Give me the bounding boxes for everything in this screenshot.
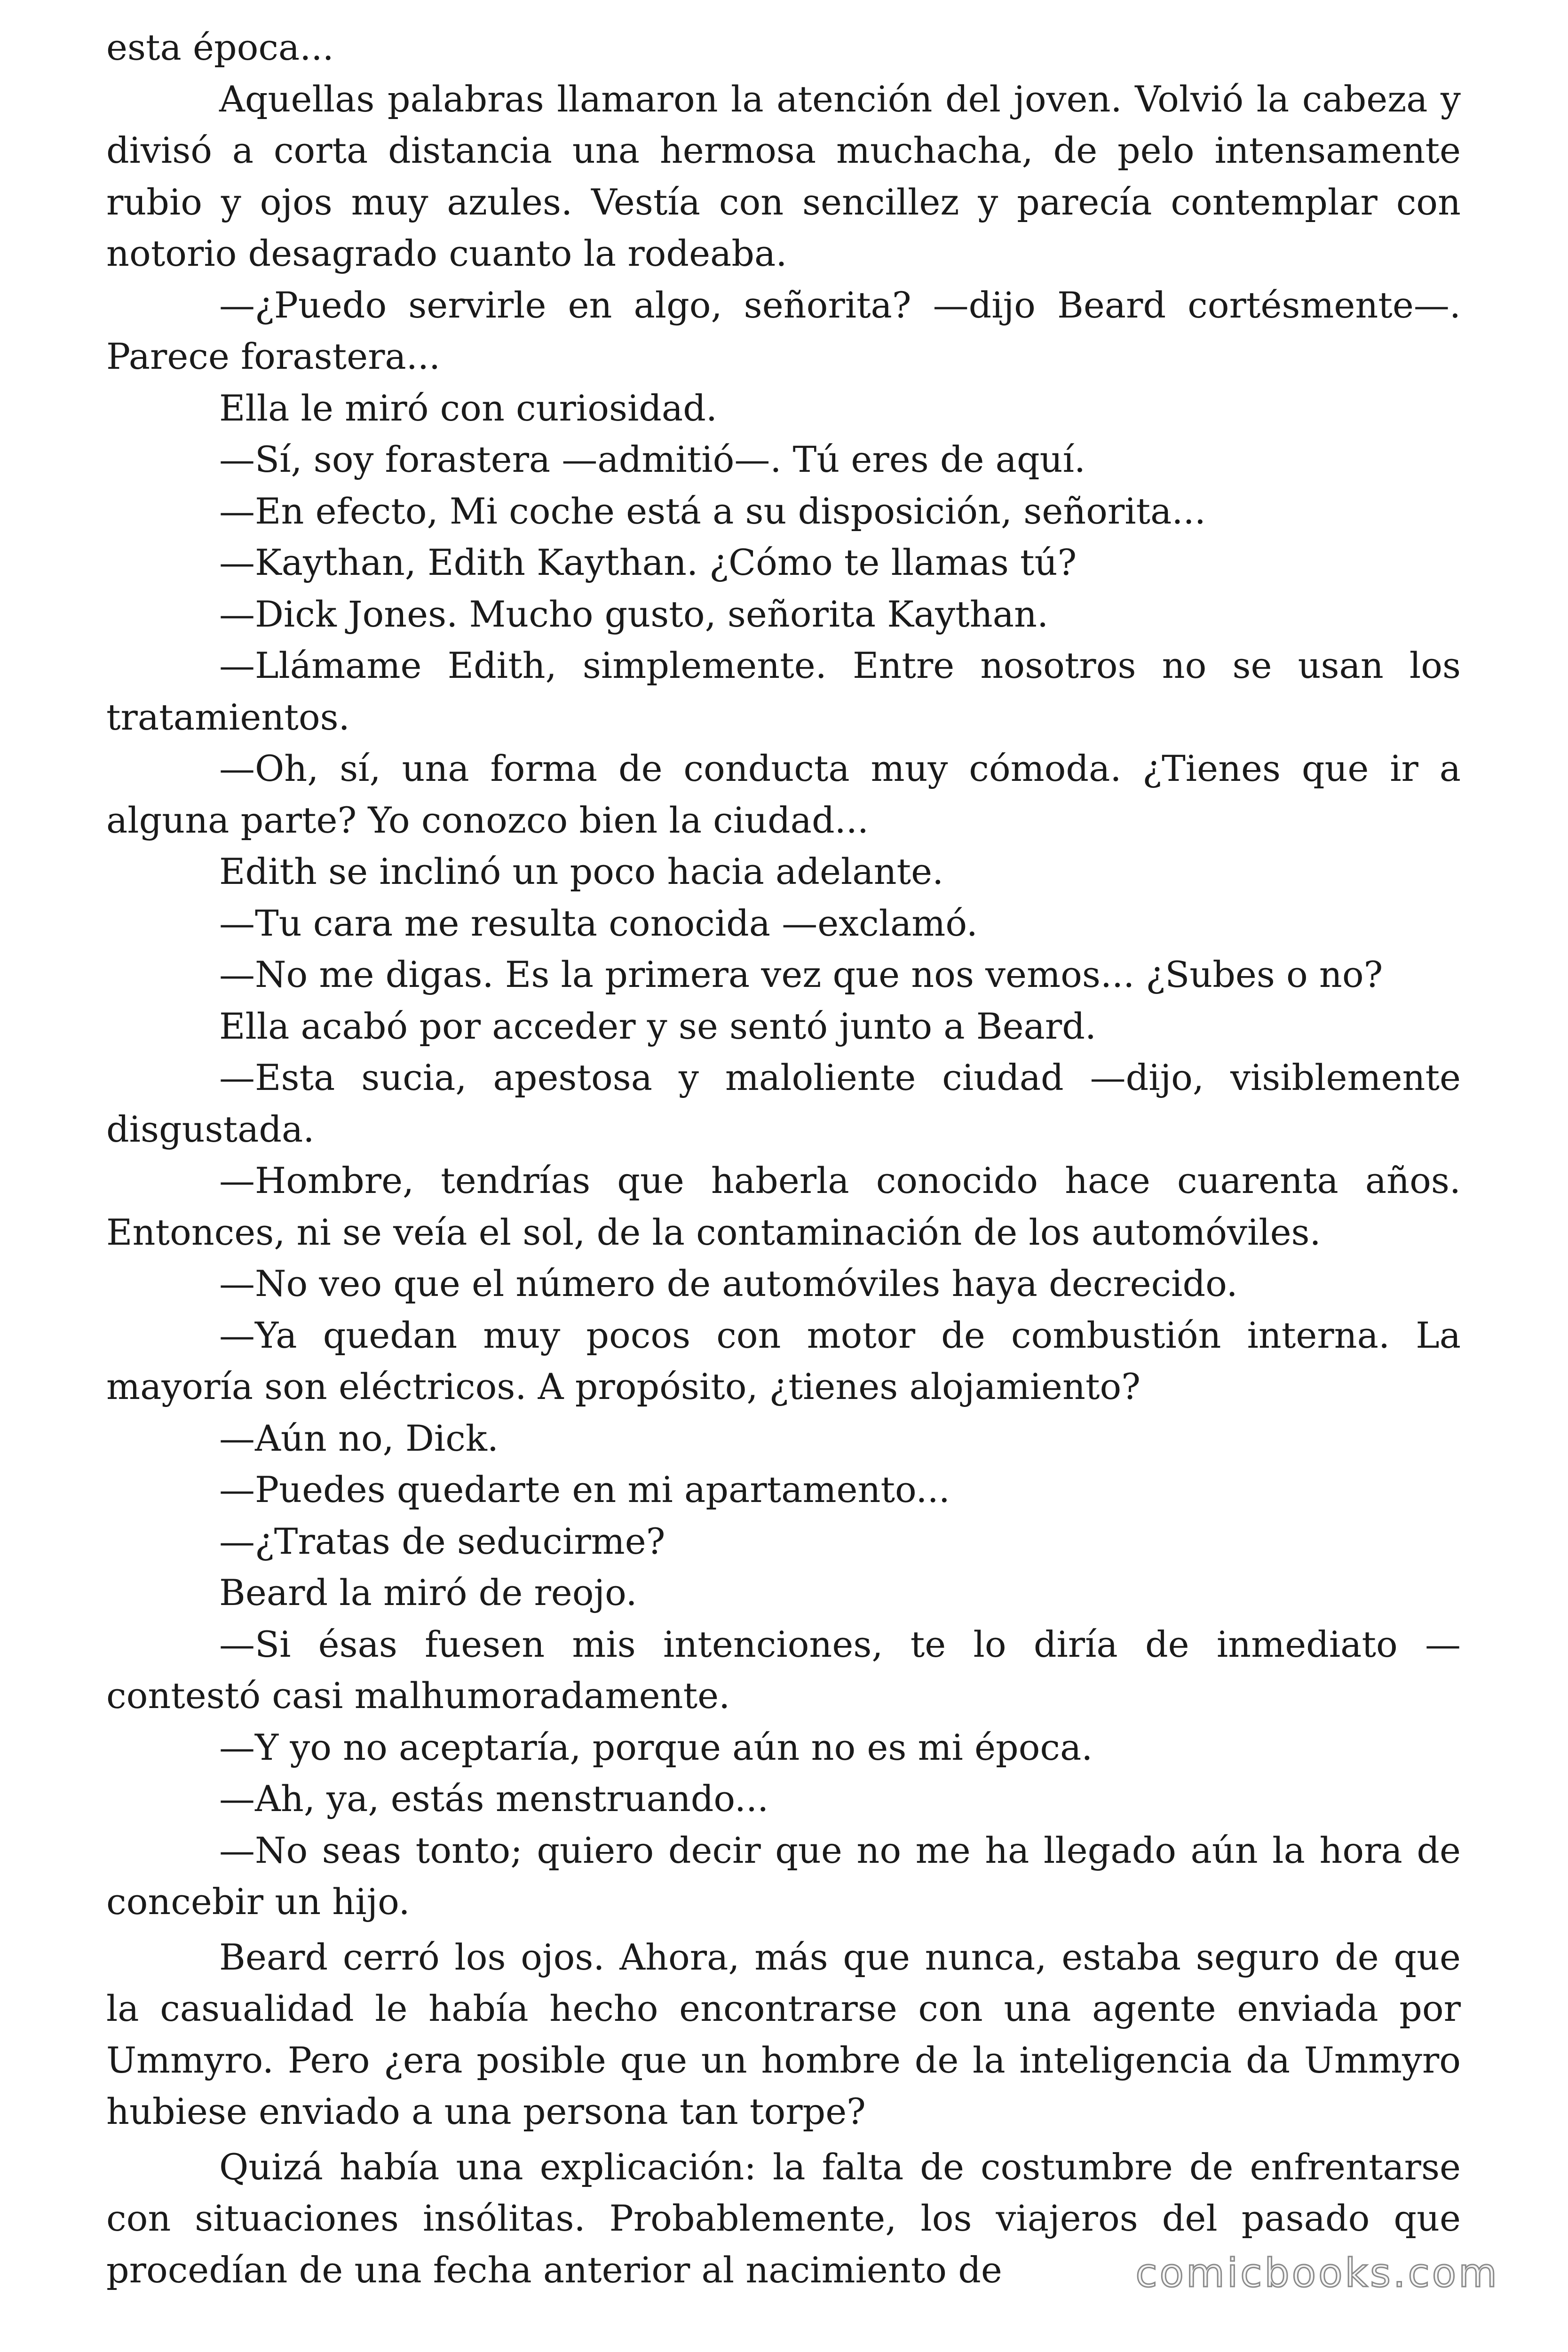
paragraph: —Hombre, tendrías que haberla conocido hace cuarenta años. Entonces, ni se veía el sol, de la contaminación de los automóviles. [106,1160,1461,1253]
paragraph: —No seas tonto; quiero decir que no me ha llegado aún la hora de concebir un hijo. [106,1829,1461,1923]
paragraph: —¿Puedo servirle en algo, señorita? —dijo Beard cortésmente—. Parece forastera... [106,284,1461,377]
paragraph: Beard cerró los ojos. Ahora, más que nunca, estaba seguro de que la casualidad le había hecho encontrarse con una agente enviada por Ummyro. Pero ¿era posible que un hombre de la inteligencia da Ummyro hubiese enviado a una persona tan torpe? [106,1936,1461,2132]
paragraph: —Dick Jones. Mucho gusto, señorita Kaythan. [219,593,1049,635]
paragraph: —Ah, ya, estás menstruando... [219,1778,769,1820]
paragraph: —Puedes quedarte en mi apartamento... [219,1469,950,1510]
paragraph: —Oh, sí, una forma de conducta muy cómoda. ¿Tienes que ir a alguna parte? Yo conozco bien la ciudad... [106,747,1461,841]
paragraph: Quizá había una explicación: la falta de costumbre de enfrentarse con situaciones insólitas. Probablemente, los viajeros del pasado que procedían de una fecha anterior al nacimiento de [106,2145,1461,2291]
paragraph: —Kaythan, Edith Kaythan. ¿Cómo te llamas tú? [219,541,1077,583]
paragraph: Ella acabó por acceder y se sentó junto a Beard. [219,1005,1097,1047]
paragraph: —Y yo no aceptaría, porque aún no es mi época. [219,1726,1093,1768]
paragraph: —Sí, soy forastera —admitió—. Tú eres de aquí. [219,438,1086,480]
paragraph: —No veo que el número de automóviles haya decrecido. [219,1263,1238,1304]
paragraph: —Llámame Edith, simplemente. Entre nosotros no se usan los tratamientos. [106,644,1461,738]
paragraph: —Aún no, Dick. [219,1417,499,1459]
paragraph: —Esta sucia, apestosa y maloliente ciudad —dijo, visiblemente disgustada. [106,1057,1461,1150]
paragraph: Edith se inclinó un poco hacia adelante. [219,850,944,892]
paragraph: —En efecto, Mi coche está a su disposición, señorita... [219,490,1206,532]
paragraph: —No me digas. Es la primera vez que nos vemos... ¿Subes o no? [219,954,1383,995]
paragraph: —Tu cara me resulta conocida —exclamó. [219,902,978,944]
book-page [106,22,1461,2308]
watermark: comicbooks.com [1135,2250,1499,2296]
paragraph: Ella le miró con curiosidad. [219,387,718,429]
paragraph: —Si ésas fuesen mis intenciones, te lo diría de inmediato — contestó casi malhumoradamente. [106,1623,1461,1716]
paragraph: —Ya quedan muy pocos con motor de combustión interna. La mayoría son eléctricos. A propósito, ¿tienes alojamiento? [106,1314,1461,1407]
paragraph: —¿Tratas de seducirme? [219,1520,665,1562]
paragraph: esta época... [106,26,334,68]
paragraph: Beard la miró de reojo. [219,1572,637,1613]
paragraph: Aquellas palabras llamaron la atención del joven. Volvió la cabeza y divisó a corta distancia una hermosa muchacha, de pelo intensamente rubio y ojos muy azules. Vestía con sencillez y parecía contemplar con notorio desagrado cuanto la rodeaba. [106,78,1461,274]
